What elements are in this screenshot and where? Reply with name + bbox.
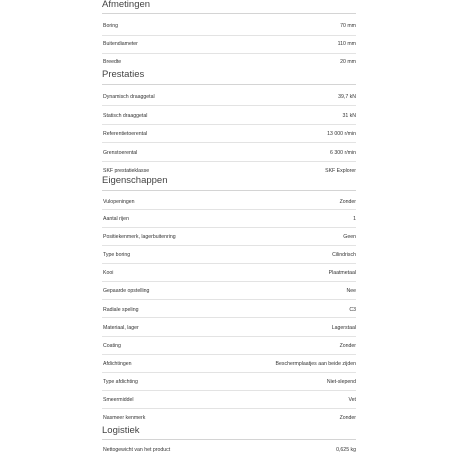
spec-row-nettogewicht [102, 445, 356, 455]
spec-label: Nasmeer kenmerk [103, 415, 146, 421]
section-title-logistiek: Logistiek [102, 425, 140, 436]
spec-label: Type afdichting [103, 379, 138, 385]
spec-label: Vulopeningen [103, 199, 135, 205]
spec-row-kooi [102, 268, 356, 278]
spec-row-nasmeer-kenmerk [102, 413, 356, 423]
spec-row-positiekenmerk [102, 232, 356, 242]
spec-label: Radiale speling [103, 307, 139, 313]
spec-row-type-afdichting [102, 377, 356, 387]
spec-row-aantal-rijen [102, 214, 356, 224]
row-divider [102, 209, 356, 210]
spec-label: Coating [103, 343, 121, 349]
section-divider [102, 84, 356, 85]
spec-row-breedte [102, 57, 356, 67]
spec-row-gepaarde-opstelling [102, 286, 356, 296]
row-divider [102, 263, 356, 264]
spec-value: 0,625 kg [336, 447, 356, 453]
spec-value: Niet-slepend [326, 379, 356, 385]
section-title-eigenschappen: Eigenschappen [102, 175, 168, 186]
spec-row-type-boring [102, 250, 356, 260]
spec-label: Buitendiameter [103, 41, 138, 47]
spec-row-materiaal-lager [102, 323, 356, 333]
row-divider [102, 124, 356, 125]
spec-value: Lagerstaal [331, 325, 356, 331]
spec-row-smeermiddel [102, 395, 356, 405]
row-divider [102, 336, 356, 337]
spec-label: Grenstoerental [103, 150, 138, 156]
spec-label: Nettogewicht van het product [103, 447, 171, 453]
row-divider [102, 281, 356, 282]
row-divider [102, 53, 356, 54]
spec-value: 6 300 r/min [330, 150, 356, 156]
row-divider [102, 142, 356, 143]
spec-label: Smeermiddel [103, 397, 134, 403]
spec-value: Zonder [339, 415, 356, 421]
spec-value: C3 [349, 307, 356, 313]
spec-label: Breedte [103, 59, 122, 65]
row-divider [102, 317, 356, 318]
spec-row-afdichtingen [102, 359, 356, 369]
spec-label: SKF prestatieklasse [103, 168, 150, 174]
spec-label: Aantal rijen [103, 216, 129, 222]
spec-row-dynamisch-draaggetal [102, 92, 356, 102]
spec-value: Cilindrisch [332, 252, 356, 258]
spec-row-referentietoerental [102, 129, 356, 139]
section-divider [102, 439, 356, 440]
section-title-afmetingen: Afmetingen [102, 0, 151, 10]
row-divider [102, 105, 356, 106]
spec-value: 20 mm [340, 59, 356, 65]
row-divider [102, 372, 356, 373]
spec-row-vulopeningen [102, 197, 356, 207]
spec-value: Zonder [339, 343, 356, 349]
spec-label: Statisch draaggetal [103, 113, 148, 119]
spec-value: 110 mm [337, 41, 356, 47]
spec-value: Plaatmetaal [328, 270, 356, 276]
spec-value: Vet [348, 397, 356, 403]
spec-label: Boring [103, 23, 118, 29]
spec-row-coating [102, 341, 356, 351]
row-divider [102, 354, 356, 355]
spec-value: SKF Explorer [325, 168, 356, 174]
spec-value: 1 [353, 216, 356, 222]
spec-label: Afdichtingen [103, 361, 132, 367]
row-divider [102, 245, 356, 246]
section-title-prestaties: Prestaties [102, 69, 145, 80]
spec-label: Dynamisch draaggetal [103, 94, 155, 100]
spec-value: Geen [343, 234, 356, 240]
spec-row-statisch-draaggetal [102, 111, 356, 121]
spec-value: 70 mm [340, 23, 356, 29]
row-divider [102, 161, 356, 162]
spec-row-radiale-speling [102, 305, 356, 315]
spec-value: 31 kN [342, 113, 356, 119]
spec-value: Zonder [339, 199, 356, 205]
section-divider [102, 190, 356, 191]
spec-label: Referentietoerental [103, 131, 148, 137]
spec-label: Kooi [103, 270, 114, 276]
spec-label: Gepaarde opstelling [103, 288, 150, 294]
section-divider [102, 13, 356, 14]
spec-label: Positiekenmerk, lagerbuitenring [103, 234, 176, 240]
spec-label: Type boring [103, 252, 131, 258]
spec-value: Beschermplaatjes aan beide zijden [275, 361, 356, 367]
spec-value: Nee [346, 288, 356, 294]
row-divider [102, 390, 356, 391]
spec-row-buitendiameter [102, 39, 356, 49]
row-divider [102, 408, 356, 409]
row-divider [102, 299, 356, 300]
spec-row-boring [102, 21, 356, 31]
row-divider [102, 227, 356, 228]
spec-row-grenstoerental [102, 148, 356, 158]
spec-label: Materiaal, lager [103, 325, 139, 331]
spec-value: 13 000 r/min [327, 131, 356, 137]
spec-value: 39,7 kN [338, 94, 356, 100]
row-divider [102, 35, 356, 36]
